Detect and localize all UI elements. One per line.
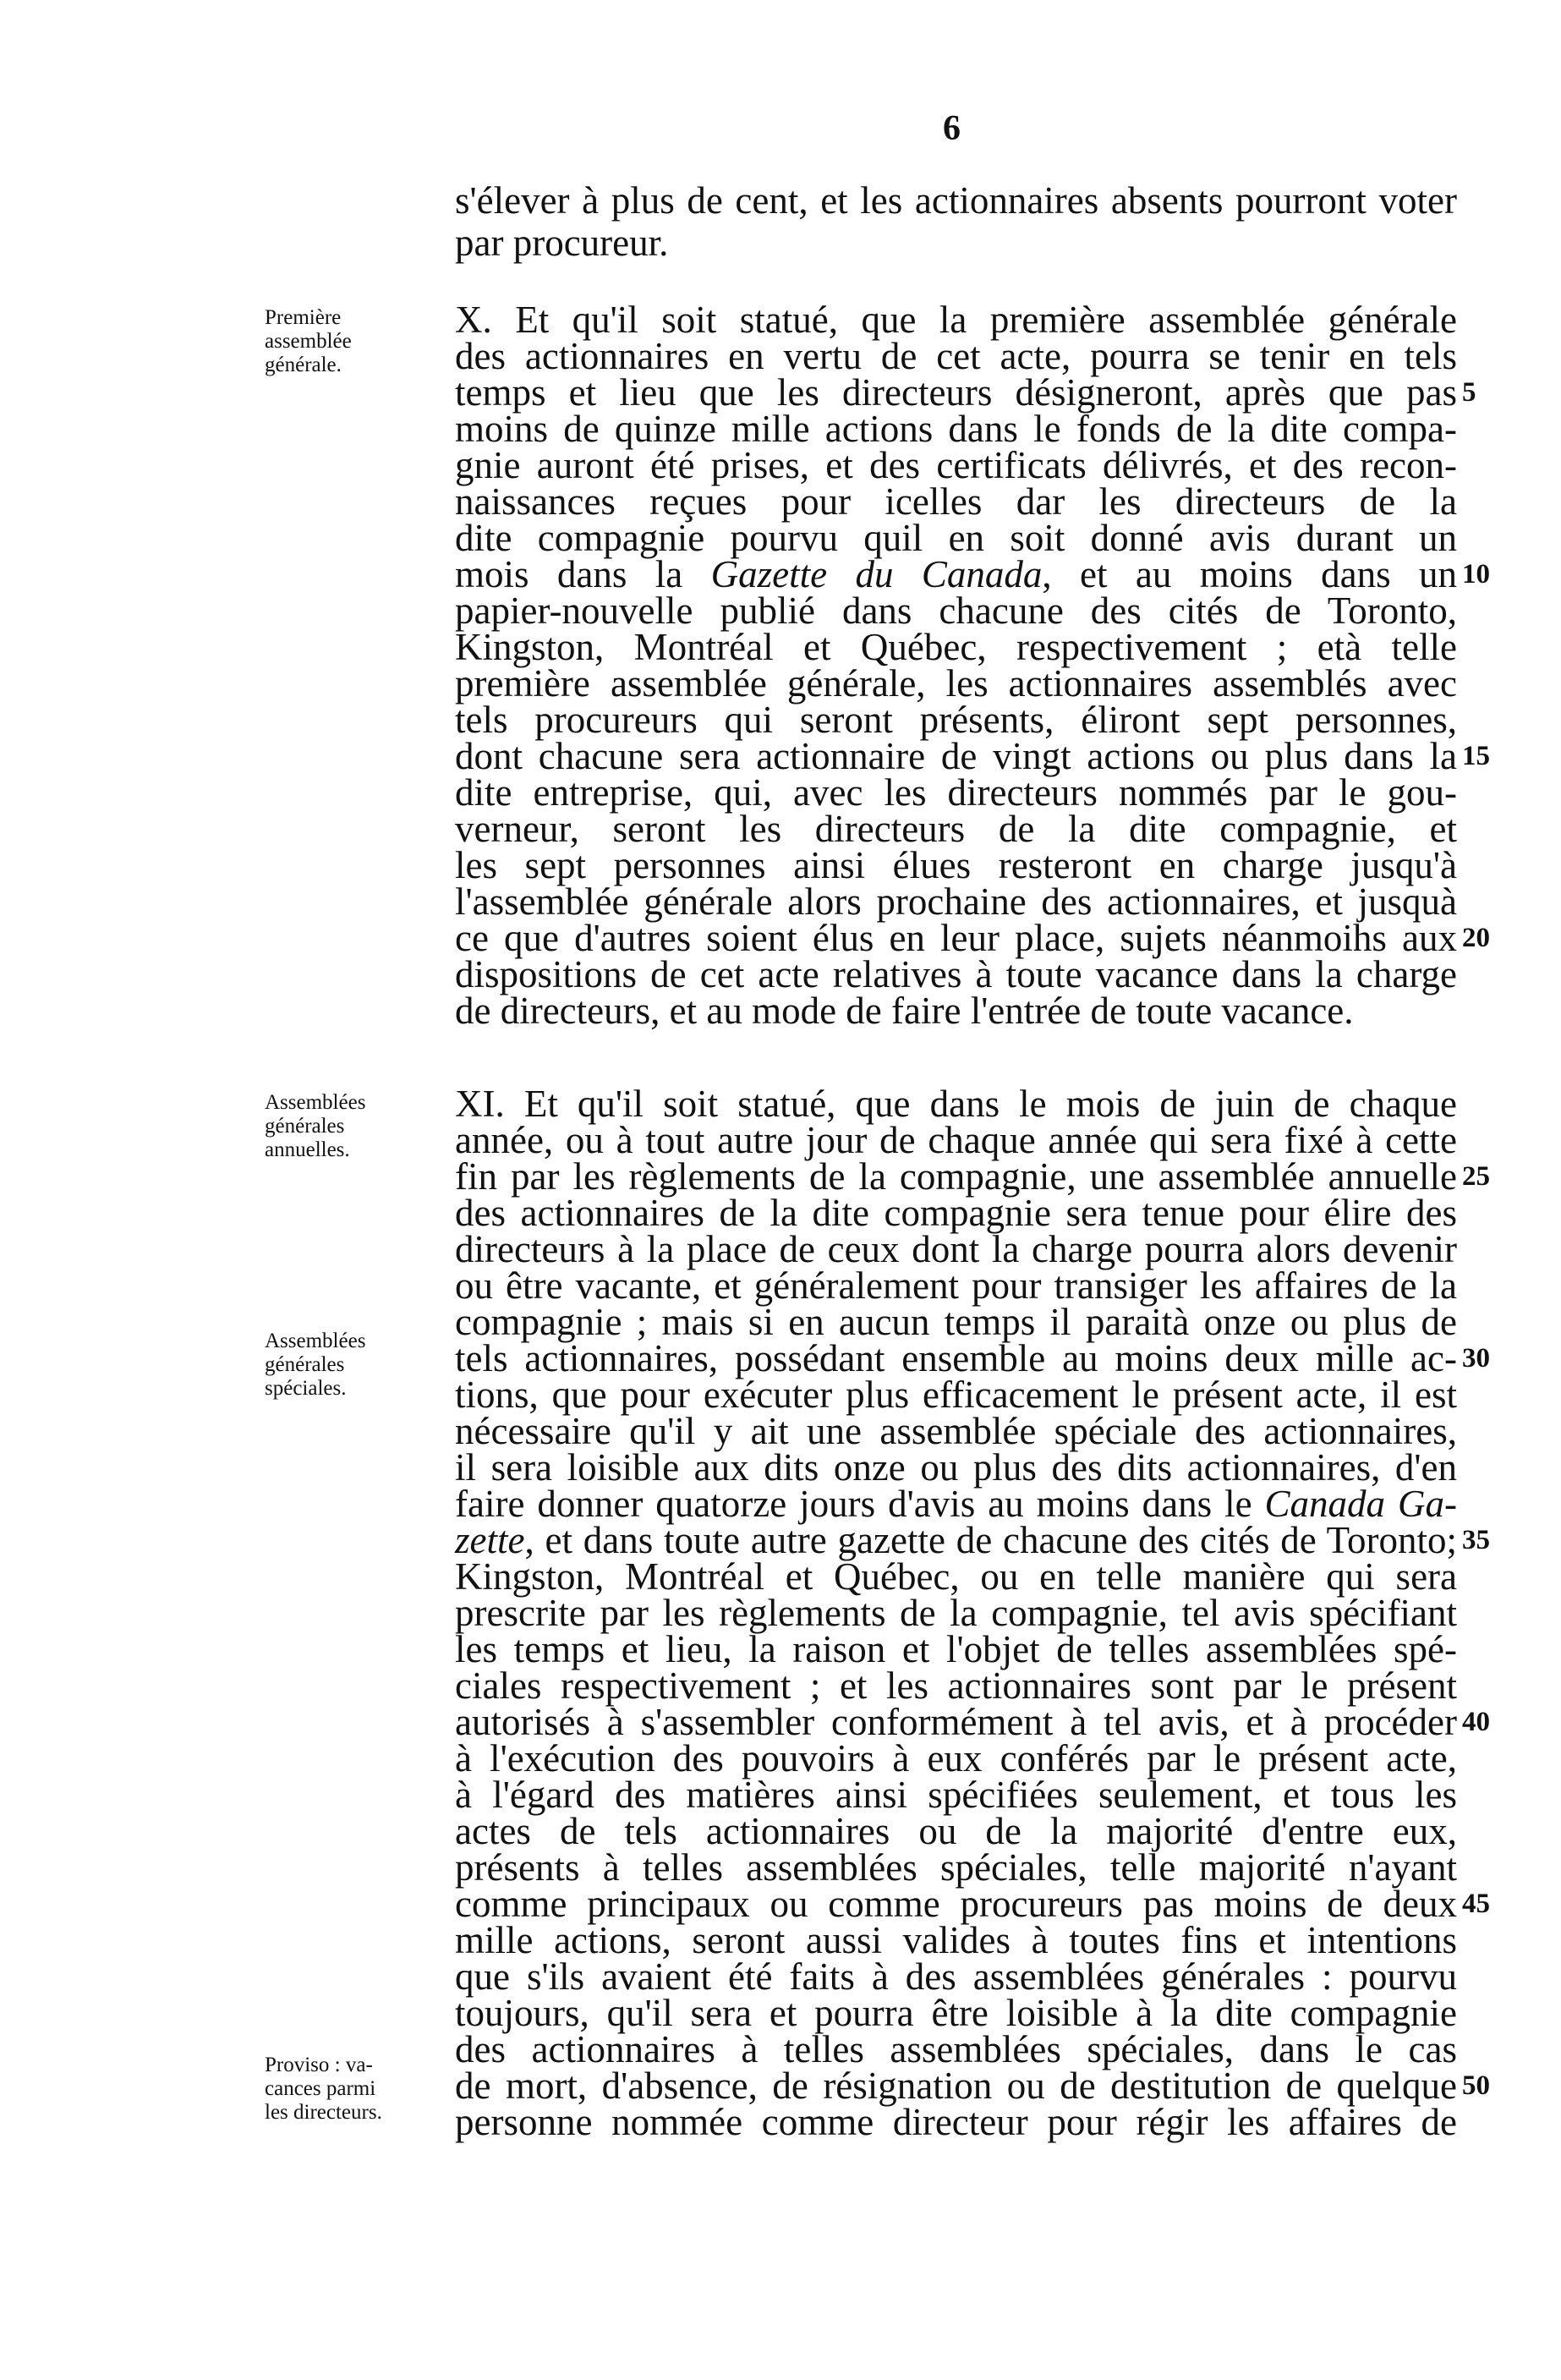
text-line: toujours, qu'il sera et pourra être loisible à la dite compagnie: [455, 1992, 1457, 2034]
text-line: à l'exécution des pouvoirs à eux conférés par le présent acte,: [455, 1737, 1457, 1780]
italic-run: zette: [455, 1519, 525, 1561]
text-line: fin par les règlements de la compagnie, une assemblée annuelle: [455, 1155, 1457, 1198]
line-number: 40: [1462, 1707, 1490, 1737]
text-line: il sera loisible aux dits onze ou plus des dits actionnaires, d'en: [455, 1446, 1457, 1489]
margin-note-line: cances parmi: [265, 2077, 376, 2100]
text-line: personne nommée comme directeur pour régir les affaires de: [455, 2101, 1457, 2143]
text-line: X. Et qu'il soit statué, que la première assemblée générale: [455, 299, 1457, 341]
line-number: 30: [1462, 1343, 1490, 1374]
line-number: 25: [1462, 1161, 1490, 1192]
text-line: tels procureurs qui seront présents, éliront sept personnes,: [455, 699, 1457, 741]
text-line: gnie auront été prises, et des certificats délivrés, et des recon-: [455, 444, 1457, 486]
text-line: par procureur.: [455, 222, 669, 264]
text-line: ou être vacante, et généralement pour transiger les affaires de la: [455, 1264, 1457, 1307]
text-run: , et au moins dans un: [1042, 553, 1458, 595]
text-line: des actionnaires en vertu de cet acte, pourra se tenir en tels: [455, 335, 1457, 377]
text-run: faire donner quatorze jours d'avis au moins dans le: [455, 1483, 1265, 1525]
text-line: les temps et lieu, la raison et l'objet de telles assemblées spé-: [455, 1628, 1457, 1670]
margin-note-line: Assemblées: [265, 1091, 366, 1114]
text-line: moins de quinze mille actions dans le fonds de la dite compa-: [455, 408, 1457, 450]
margin-note-line: générale.: [265, 354, 342, 376]
text-line: temps et lieu que les directeurs désigneront, après que pas: [455, 371, 1457, 414]
text-line: dite entreprise, qui, avec les directeurs nommés par le gou-: [455, 771, 1457, 814]
text-line: directeurs à la place de ceux dont la charge pourra alors devenir: [455, 1228, 1457, 1270]
text-line: présents à telles assemblées spéciales, telle majorité n'ayant: [455, 1846, 1457, 1889]
text-line: XI. Et qu'il soit statué, que dans le mois de juin de chaque: [455, 1083, 1457, 1125]
text-line: actes de tels actionnaires ou de la majorité d'entre eux,: [455, 1810, 1457, 1852]
text-line: dont chacune sera actionnaire de vingt actions ou plus dans la: [455, 735, 1457, 777]
text-line: dispositions de cet acte relatives à toute vacance dans la charge: [455, 953, 1457, 995]
text-line: prescrite par les règlements de la compagnie, tel avis spécifiant: [455, 1592, 1457, 1634]
text-line: l'assemblée générale alors prochaine des actionnaires, et jusquà: [455, 880, 1457, 923]
text-line: les sept personnes ainsi élues resteront en charge jusqu'à: [455, 844, 1457, 886]
text-line: autorisés à s'assembler conformément à tel avis, et à procéder: [455, 1701, 1457, 1743]
text-line: comme principaux ou comme procureurs pas moins de deux: [455, 1883, 1457, 1925]
text-run: mois dans la: [455, 553, 711, 595]
margin-note: [265, 1330, 442, 1401]
text-line: des actionnaires à telles assemblées spéciales, dans le cas: [455, 2028, 1457, 2070]
text-line: de directeurs, et au mode de faire l'entrée de toute vacance.: [455, 990, 1354, 1032]
italic-run: Canada Ga-: [1264, 1483, 1457, 1525]
margin-note-line: Assemblées: [265, 1330, 366, 1352]
text-line: nécessaire qu'il y ait une assemblée spéciale des actionnaires,: [455, 1410, 1457, 1452]
margin-note-line: générales: [265, 1115, 345, 1138]
margin-note-line: Proviso : va-: [265, 2054, 373, 2076]
margin-note: [265, 2054, 442, 2125]
text-line: ce que d'autres soient élus en leur place, sujets néanmoihs aux: [455, 917, 1457, 959]
line-number: 15: [1462, 741, 1490, 771]
text-line: ciales respectivement ; et les actionnaires sont par le présent: [455, 1664, 1457, 1707]
line-number: 5: [1462, 377, 1476, 408]
text-line: naissances reçues pour icelles dar les directeurs de la: [455, 480, 1457, 523]
text-line: mille actions, seront aussi valides à toutes fins et intentions: [455, 1919, 1457, 1961]
text-run: , et dans toute autre gazette de chacune des cités de Toronto;: [524, 1519, 1457, 1561]
line-number: 50: [1462, 2070, 1490, 2101]
margin-note-line: spéciales.: [265, 1377, 347, 1400]
text-line: année, ou à tout autre jour de chaque année qui sera fixé à cette: [455, 1119, 1457, 1161]
text-line: s'élever à plus de cent, et les actionnaires absents pourront voter: [455, 179, 1457, 222]
margin-note-line: Première: [265, 306, 342, 329]
line-number: 20: [1462, 923, 1490, 953]
margin-note: [265, 306, 442, 377]
margin-note-line: annuelles.: [265, 1138, 350, 1161]
margin-note-line: assemblée: [265, 330, 352, 353]
text-line: que s'ils avaient été faits à des assemblées générales : pourvu: [455, 1955, 1457, 1998]
text-line: de mort, d'absence, de résignation ou de destitution de quelque: [455, 2065, 1457, 2107]
text-line: Kingston, Montréal et Québec, respectivement ; età telle: [455, 626, 1457, 668]
line-number: 35: [1462, 1525, 1490, 1555]
page-number: 6: [943, 109, 961, 148]
line-number: 45: [1462, 1889, 1490, 1919]
text-line: des actionnaires de la dite compagnie sera tenue pour élire des: [455, 1192, 1457, 1234]
line-number: 10: [1462, 559, 1490, 590]
text-line: première assemblée générale, les actionnaires assemblés avec: [455, 662, 1457, 705]
text-line: papier-nouvelle publié dans chacune des cités de Toronto,: [455, 590, 1457, 632]
text-line: verneur, seront les directeurs de la dite compagnie, et: [455, 808, 1457, 850]
text-line: Kingston, Montréal et Québec, ou en telle manière qui sera: [455, 1555, 1457, 1598]
text-line: à l'égard des matières ainsi spécifiées seulement, et tous les: [455, 1774, 1457, 1816]
text-line: tions, que pour exécuter plus efficacement le présent acte, il est: [455, 1374, 1457, 1416]
margin-note-line: générales: [265, 1353, 345, 1376]
text-line: tels actionnaires, possédant ensemble au moins deux mille ac-: [455, 1337, 1457, 1379]
text-line: compagnie ; mais si en aucun temps il paraità onze ou plus de: [455, 1301, 1457, 1343]
italic-run: Gazette du Canada: [710, 553, 1043, 595]
margin-note: [265, 1091, 442, 1162]
margin-note-line: les directeurs.: [265, 2101, 382, 2124]
text-line: dite compagnie pourvu quil en soit donné avis durant un: [455, 517, 1457, 559]
